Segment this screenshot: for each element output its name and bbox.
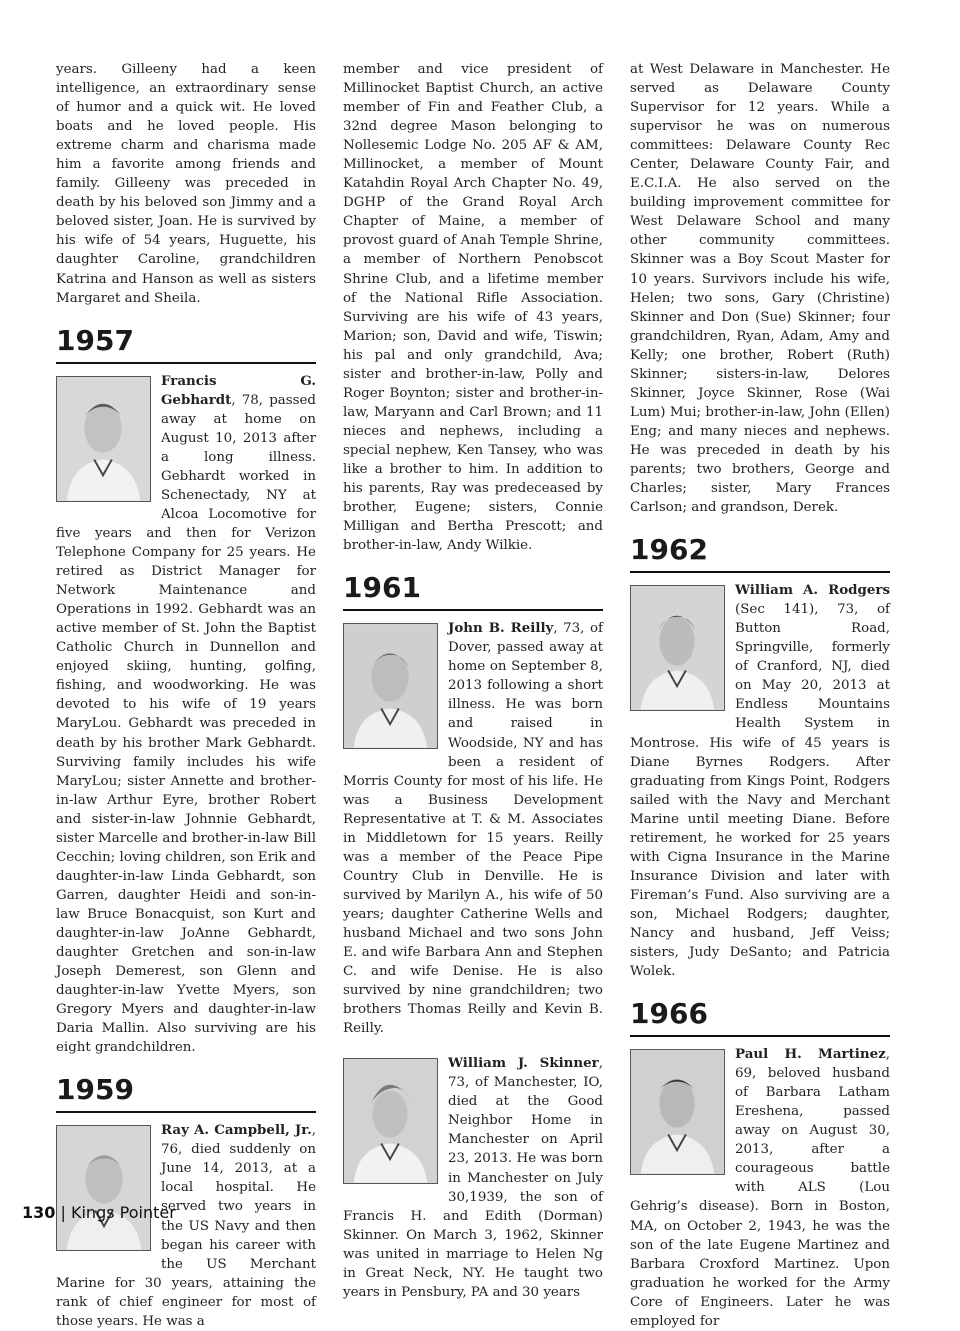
class-year-heading-1962: 1962	[630, 531, 890, 573]
page-footer	[22, 1203, 176, 1222]
class-year-heading-1957: 1957	[56, 322, 316, 364]
deceased-name: Paul H. Martinez	[735, 1046, 886, 1063]
class-year-heading-1959: 1959	[56, 1071, 316, 1113]
portrait-photo-skinner	[343, 1058, 438, 1184]
class-year-heading-1966: 1966	[630, 995, 890, 1037]
column-2	[343, 60, 603, 1302]
portrait-photo-rodgers	[630, 585, 725, 711]
obituary-gebhardt	[56, 372, 316, 1058]
obituary-reilly	[343, 619, 603, 1038]
obituary-continued-text: years. Gilleeny had a keen intelligence, an extraordinary sense of humor and a quick wit. He loved boats and he loved people. His extreme charm and charisma made him a favorite among friends and family. Gilleeny was preceded in death by his beloved son Jimmy and a beloved sister, Joan. He is survived by his wife of 54 years, Huguette, his daughter Caroline, grandchildren Katrina and Hanson as well as sisters Margaret and Sheila.	[56, 62, 316, 306]
portrait-photo-martinez	[630, 1049, 725, 1175]
portrait-photo-gebhardt	[56, 376, 151, 502]
obituary-text: (Sec 141), 73, of Button Road, Springville, formerly of Cranford, NJ, died on May 20, 2013 at Endless Mountains Health System in Montrose. His wife of 45 years is Diane Byrnes Rodgers. After graduating from Kings Point, Rodgers sailed with the Navy and Merchant Marine until meeting Diane. Before retirement, he worked for 25 years with Cigna Insurance in the Marine Insurance Division and later with Fireman’s Fund. Also surviving are a son, Michael Rodgers; daughter, Nancy and husband, Jeff Veiss; sisters, Judy DeSanto; and Patricia Wolek.	[630, 602, 890, 980]
obituary-continued-text: at West Delaware in Manchester. He served as Delaware County Supervisor for 12 years. While a supervisor he was on numerous committees: Delaware County Rec Center, Delaware County Fair, and E.C.I.A. He also served on the building improvement committee for West Delaware School and many other community committees. Skinner was a Boy Scout Master for 10 years. Survivors include his wife, Helen; two sons, Gary (Christine) Skinner and Don (Sue) Skinner; four grandchildren, Ryan, Adam, Amy and Kelly; one brother, Robert (Ruth) Skinner; sisters-in-law, Delores Skinner, Joyce Skinner, Rose (Wai Lum) Mui; brother-in-law, John (Ellen) Eng; and many nieces and nephews. He was preceded in death by his parents; two brothers, George and Charles; sister, Mary Frances Carlson; and grandson, Derek.	[630, 62, 890, 516]
deceased-name: William A. Rodgers	[735, 582, 890, 599]
obituary-text: , 69, beloved husband of Barbara Latham Ereshena, passed away on August 30, 2013, after a courageous battle with ALS (Lou Gehrig’s disease). Born in Boston, MA, on October 2, 1943, he was the son of the late Eugene Martinez and Barbara Croxford Martinez. Upon graduation he worked for the Army Core of Engineers. Later he was employed for	[630, 1047, 890, 1329]
deceased-name: Ray A. Campbell, Jr.	[161, 1122, 312, 1139]
obituary-text: , 73, of Manchester, IO, died at the Good Neighbor Home in Manchester on April 23, 2013. He was born in Manchester on July 30,1939, the son of Francis H. and Edith (Dorman) Skinner. On March 3, 1962, Skinner was united in marriage to Helen Ng in Great Neck, NY. He taught two years in Pensbury, PA and 30 years	[343, 1056, 603, 1300]
column-3	[630, 60, 890, 1331]
footer-separator: |	[60, 1203, 66, 1222]
column-1	[56, 60, 316, 1331]
deceased-name: William J. Skinner	[448, 1055, 599, 1072]
obituary-continued-text: member and vice president of Millinocket Baptist Church, an active member of Fin and Feather Club, a 32nd degree Mason belonging to Nollesemic Lodge No. 205 AF & AM, Millinocket, a member of Mount Katahdin Royal Arch Chapter No. 49, DGHP of the Grand Royal Arch Chapter of Maine, a member of provost guard of Anah Temple Shrine, a member of Northern Penobscot Shrine Club, and a lifetime member of the National Rifle Association. Surviving are his wife of 43 years, Marion; son, David and wife, Tiswin; his pal and only grandchild, Ava; sister and brother-in-law, Polly and Roger Boynton; sister and brother-in-law, Maryann and Carl Brown; and 11 nieces and nephews, including a special nephew, Ken Tansey, who was like a brother to him. In addition to his parents, Ray was predeceased by brother, Eugene; sisters, Connie Milligan and Bertha Prescott; and brother-in-law, Andy Wilkie.	[343, 62, 603, 554]
obituary-rodgers	[630, 581, 890, 981]
deceased-name: John B. Reilly	[448, 620, 554, 637]
obituary-martinez	[630, 1045, 890, 1331]
publication-name: Kings Pointer	[70, 1203, 176, 1222]
obituary-text: , 73, of Dover, passed away at home on September 8, 2013 following a short illness. He was born and raised in Woodside, NY and has been a resident of Morris County for most of his life. He was a Business Development Representative at T. & M. Associates in Middletown for 15 years. Reilly was a member of the Peace Pipe Country Club in Denville. He is survived by Marilyn A., his wife of 50 years; daughter Catherine Wells and husband Michael and two sons John E. and wife Barbara Ann and Stephen C. and wife Denise. He is also survived by nine grandchildren; two brothers Thomas Reilly and Kevin B. Reilly.	[343, 621, 603, 1037]
page-number: 130	[22, 1203, 56, 1222]
obituary-campbell	[56, 1121, 316, 1331]
portrait-photo-reilly	[343, 623, 438, 749]
portrait-photo-campbell	[56, 1125, 151, 1251]
class-year-heading-1961: 1961	[343, 569, 603, 611]
obituary-skinner	[343, 1054, 603, 1302]
obituary-text: , 76, died suddenly on June 14, 2013, at a local hospital. He served two years in the US Navy and then began his career with the US Merchant Marine for 30 years, attaining the rank of chief engineer for most of those years. He was a	[56, 1123, 316, 1329]
obituary-text: , 78, passed away at home on August 10, 2013 after a long illness. Gebhardt worked in Schenectady, NY at Alcoa Locomotive for five years and then for Verizon Telephone Company for 25 years. He retired as District Manager for Network Maintenance and Operations in 1992. Gebhardt was an active member of St. John the Baptist Catholic Church in Dunnellon and enjoyed skiing, hunting, golfing, fishing, and woodworking. He was devoted to his wife of 19 years MaryLou. Gebhardt was preceded in death by his brother Mark Gebhardt. Surviving family includes his wife MaryLou; sister Annette and brother-in-law Arthur Eyre, brother Robert and sister-in-law Johnnie Gebhardt, sister Marcelle and brother-in-law Bill Cecchin; loving children, son Erik and daughter-in-law Linda Gebhardt, son Garren, daughter Heidi and son-in-law Bruce Bonacquist, son Kurt and daughter-in-law JoAnne Gebhardt, daughter Gretchen and son-in-law Joseph Demerest, son Glenn and daughter-in-law Yvette Myers, son Gregory Myers and daughter-in-law Daria Mallin. Also surviving are his eight grandchildren.	[56, 392, 316, 1056]
deceased-name: Francis G. Gebhardt	[161, 372, 316, 408]
